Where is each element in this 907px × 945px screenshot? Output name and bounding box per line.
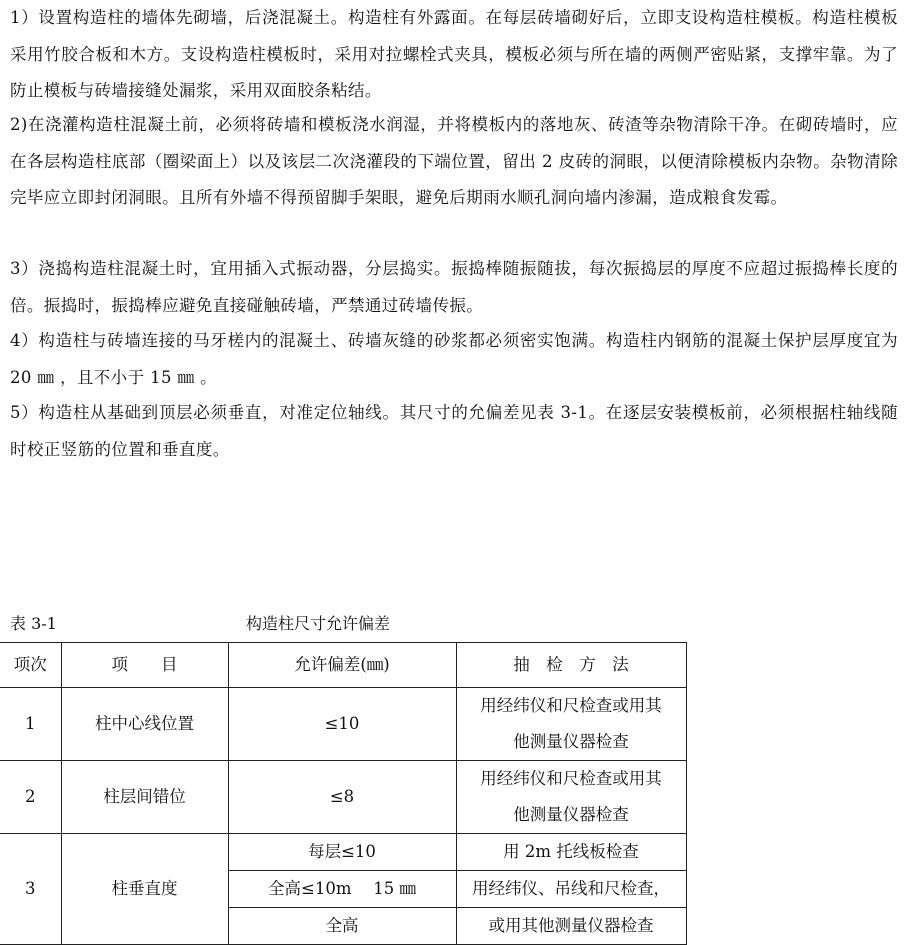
table-row [0,688,686,761]
row-item: 柱层间错位 [61,761,228,834]
paragraph-2: 2)在浇灌构造柱混凝土前，必须将砖墙和模板浇水润湿，并将模板内的落地灰、砖渣等杂物清除干净。在砌砖墙时，应在各层构造柱底部（圈梁面上）以及该层二次浇灌段的下端位置，留出 2 皮砖的洞眼，以便清除模板内杂物。杂物清除完毕应立即封闭洞眼。且所有外墙不得预留脚手架眼，避免后期雨水顺孔洞向墙内渗漏，造成粮食发霉。 [10,115,898,207]
row-tolerance: 全高≤10m 15 ㎜ [228,871,456,908]
row-method-line2: 他测量仪器检查 [513,805,629,824]
row-tolerance: ≤10 [228,688,456,761]
row-method-line1: 用经纬仪和尺检查或用其 [480,696,662,715]
row-item: 柱垂直度 [61,834,228,945]
row-method-line1: 用经纬仪和尺检查或用其 [480,769,662,788]
row-method [456,688,686,761]
table-row [0,761,686,834]
table-caption-title: 构造柱尺寸允许偏差 [246,614,391,633]
paragraph-1: 1）设置构造柱的墙体先砌墙，后浇混凝土。构造柱有外露面。在每层砖墙砌好后，立即支设构造柱模板。构造柱模板采用竹胶合板和木方。支设构造柱模板时，采用对拉螺栓式夹具，模板必须与所在墙的两侧严密贴紧，支撑牢靠。为了防止模板与砖墙接缝处漏浆，采用双面胶条粘结。 [10,8,898,100]
paragraph-5: 5）构造柱从基础到顶层必须垂直，对准定位轴线。其尺寸的允偏差见表 3-1。在逐层安装模板前，必须根据柱轴线随时校正竖筋的位置和垂直度。 [10,403,898,459]
tolerance-table [0,642,687,945]
row-tolerance: 每层≤10 [228,834,456,871]
table-row [0,834,686,871]
row-method: 用 2m 托线板检查 [456,834,686,871]
row-tolerance: 全高 [228,908,456,945]
header-item: 项 目 [61,643,228,688]
header-method: 抽 检 方 法 [456,643,686,688]
row-index: 2 [0,761,61,834]
row-method [456,761,686,834]
header-index: 项次 [0,643,61,688]
row-method-line2: 他测量仪器检查 [513,732,629,751]
table-caption-number: 表 3-1 [10,614,57,633]
header-tolerance: 允许偏差(㎜) [228,643,456,688]
table-header-row [0,643,686,688]
paragraph-3: 3）浇捣构造柱混凝土时，宜用插入式振动器，分层捣实。振捣棒随振随拔，每次振捣层的厚度不应超过振捣棒长度的 倍。振捣时，振捣棒应避免直接碰触砖墙，严禁通过砖墙传振。 [10,259,898,315]
row-index: 3 [0,834,61,945]
row-index: 1 [0,688,61,761]
row-tolerance: ≤8 [228,761,456,834]
row-item: 柱中心线位置 [61,688,228,761]
paragraph-4: 4）构造柱与砖墙连接的马牙槎内的混凝土、砖墙灰缝的砂浆都必须密实饱满。构造柱内钢筋的混凝土保护层厚度宜为 20 ㎜ ，且不小于 15 ㎜ 。 [10,331,898,387]
row-method: 或用其他测量仪器检查 [456,908,686,945]
row-method: 用经纬仪、吊线和尺检查， [456,871,686,908]
